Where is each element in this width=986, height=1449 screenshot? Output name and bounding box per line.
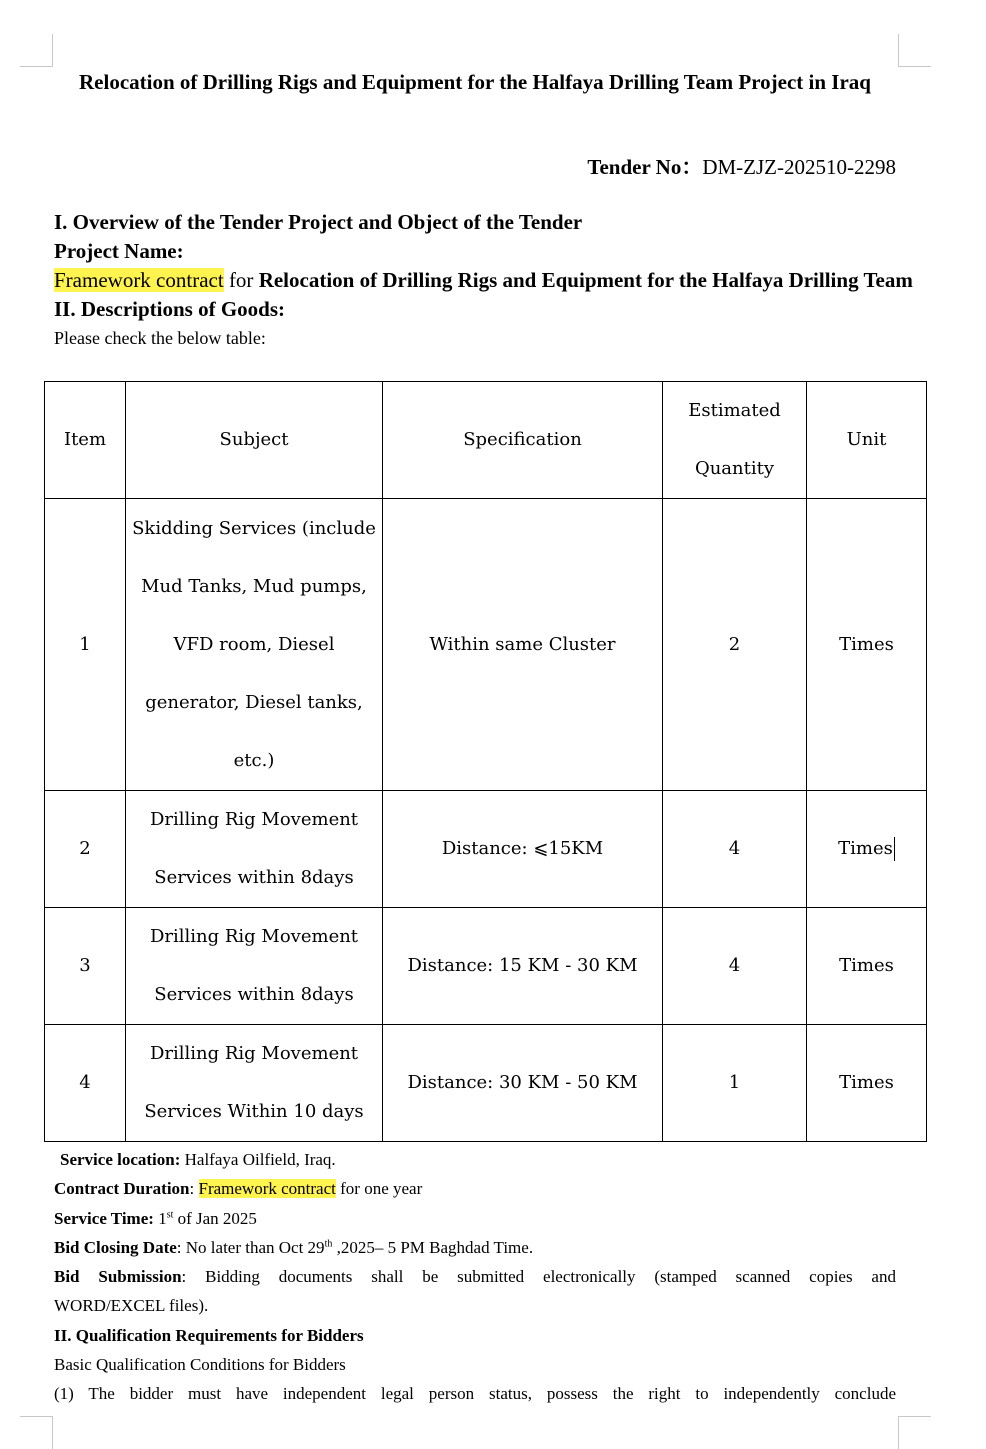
cell-item: 3 [45, 908, 126, 1025]
ordinal-suffix: st [166, 1208, 174, 1220]
field-value: ,2025– 5 PM Baghdad Time. [332, 1237, 534, 1257]
tender-number [587, 153, 896, 182]
cell-subject: Drilling Rig Movement Services within 8days [126, 791, 383, 908]
page-corner-mark [20, 34, 53, 67]
cell-unit[interactable] [807, 791, 927, 908]
ordinal-suffix: th [324, 1238, 333, 1250]
service-location-line [54, 1145, 896, 1174]
service-time-line [54, 1204, 896, 1233]
details-section [54, 1145, 896, 1409]
header-specification: Specification [383, 382, 663, 499]
table-row [45, 908, 927, 1025]
cell-subject: Drilling Rig Movement Services within 8days [126, 908, 383, 1025]
page-corner-mark [898, 34, 931, 67]
cell-quantity: 4 [663, 908, 807, 1025]
cell-quantity: 4 [663, 791, 807, 908]
field-value: : Bidding documents shall be submitted electronically (stamped scanned copies and [181, 1267, 896, 1287]
cell-quantity: 1 [663, 1025, 807, 1142]
field-value: 1 [153, 1208, 167, 1228]
field-value: Halfaya Oilfield, Iraq. [180, 1150, 336, 1169]
table-intro: Please check the below table: [54, 328, 266, 348]
condition-1-text: (1) The bidder must have independent legal person status, possess the right to independently conclude [54, 1384, 896, 1404]
header-item: Item [45, 382, 126, 499]
project-name-text: Relocation of Drilling Rigs and Equipment for the Halfaya Drilling Team [258, 268, 913, 292]
cell-item: 4 [45, 1025, 126, 1142]
cell-specification: Distance: ⩽15KM [383, 791, 663, 908]
field-label: Bid Submission [54, 1267, 182, 1287]
header-quantity-line1: Estimated [688, 400, 781, 421]
cell-specification: Distance: 15 KM - 30 KM [383, 908, 663, 1025]
cell-unit: Times [807, 499, 927, 791]
field-label: Service location: [60, 1150, 181, 1169]
header-quantity-line2: Quantity [694, 458, 775, 479]
header-unit: Unit [807, 382, 927, 499]
table-row [45, 499, 927, 791]
header-subject: Subject [126, 382, 383, 499]
field-label: Contract Duration [54, 1179, 190, 1199]
cell-item: 2 [45, 791, 126, 908]
goods-table [44, 381, 927, 1142]
project-name [54, 266, 914, 295]
field-value: for one year [335, 1179, 423, 1199]
tender-value: DM-ZJZ-202510-2298 [702, 155, 896, 179]
qualification-heading: II. Qualification Requirements for Bidders [54, 1325, 364, 1345]
cell-subject: Skidding Services (include Mud Tanks, Mud pumps, VFD room, Diesel generator, Diesel tanks, etc.) [126, 499, 383, 791]
field-value: of Jan 2025 [173, 1208, 257, 1228]
table-header-row [45, 382, 927, 499]
table-row [45, 791, 927, 908]
bid-submission-line2: WORD/EXCEL files). [54, 1296, 209, 1316]
page-corner-mark [20, 1416, 53, 1449]
cell-specification: Distance: 30 KM - 50 KM [383, 1025, 663, 1142]
section-heading: I. Overview of the Tender Project and Object of the Tender [54, 210, 583, 234]
connector-text: for [228, 268, 254, 292]
basic-conditions-text: Basic Qualification Conditions for Bidders [54, 1355, 346, 1375]
document-title: Relocation of Drilling Rigs and Equipment for the Halfaya Drilling Team Project in Iraq [79, 70, 871, 94]
table-row [45, 1025, 927, 1142]
cell-item: 1 [45, 499, 126, 791]
field-label: Bid Closing Date [54, 1237, 177, 1257]
bid-submission-line [54, 1262, 896, 1291]
bid-closing-line [54, 1233, 896, 1262]
section-heading: II. Descriptions of Goods: [54, 297, 286, 321]
cell-subject: Drilling Rig Movement Services Within 10 days [126, 1025, 383, 1142]
overview-section [54, 208, 914, 353]
project-name-label: Project Name: [54, 239, 184, 263]
field-value: : No later than Oct 29 [176, 1237, 325, 1257]
highlighted-text: Framework contract [198, 1179, 336, 1199]
cell-specification: Within same Cluster [383, 499, 663, 791]
cell-unit: Times [807, 908, 927, 1025]
tender-label: Tender No： [587, 155, 703, 179]
highlighted-text: Framework contract [54, 268, 224, 292]
contract-duration-line: Contract Duration: Framework contract for one year [54, 1179, 423, 1199]
page-corner-mark [898, 1416, 931, 1449]
cell-unit-text: Times [838, 838, 893, 859]
text-cursor [894, 837, 895, 861]
cell-quantity: 2 [663, 499, 807, 791]
header-quantity [663, 382, 807, 499]
cell-unit: Times [807, 1025, 927, 1142]
field-label: Service Time: [54, 1208, 154, 1228]
